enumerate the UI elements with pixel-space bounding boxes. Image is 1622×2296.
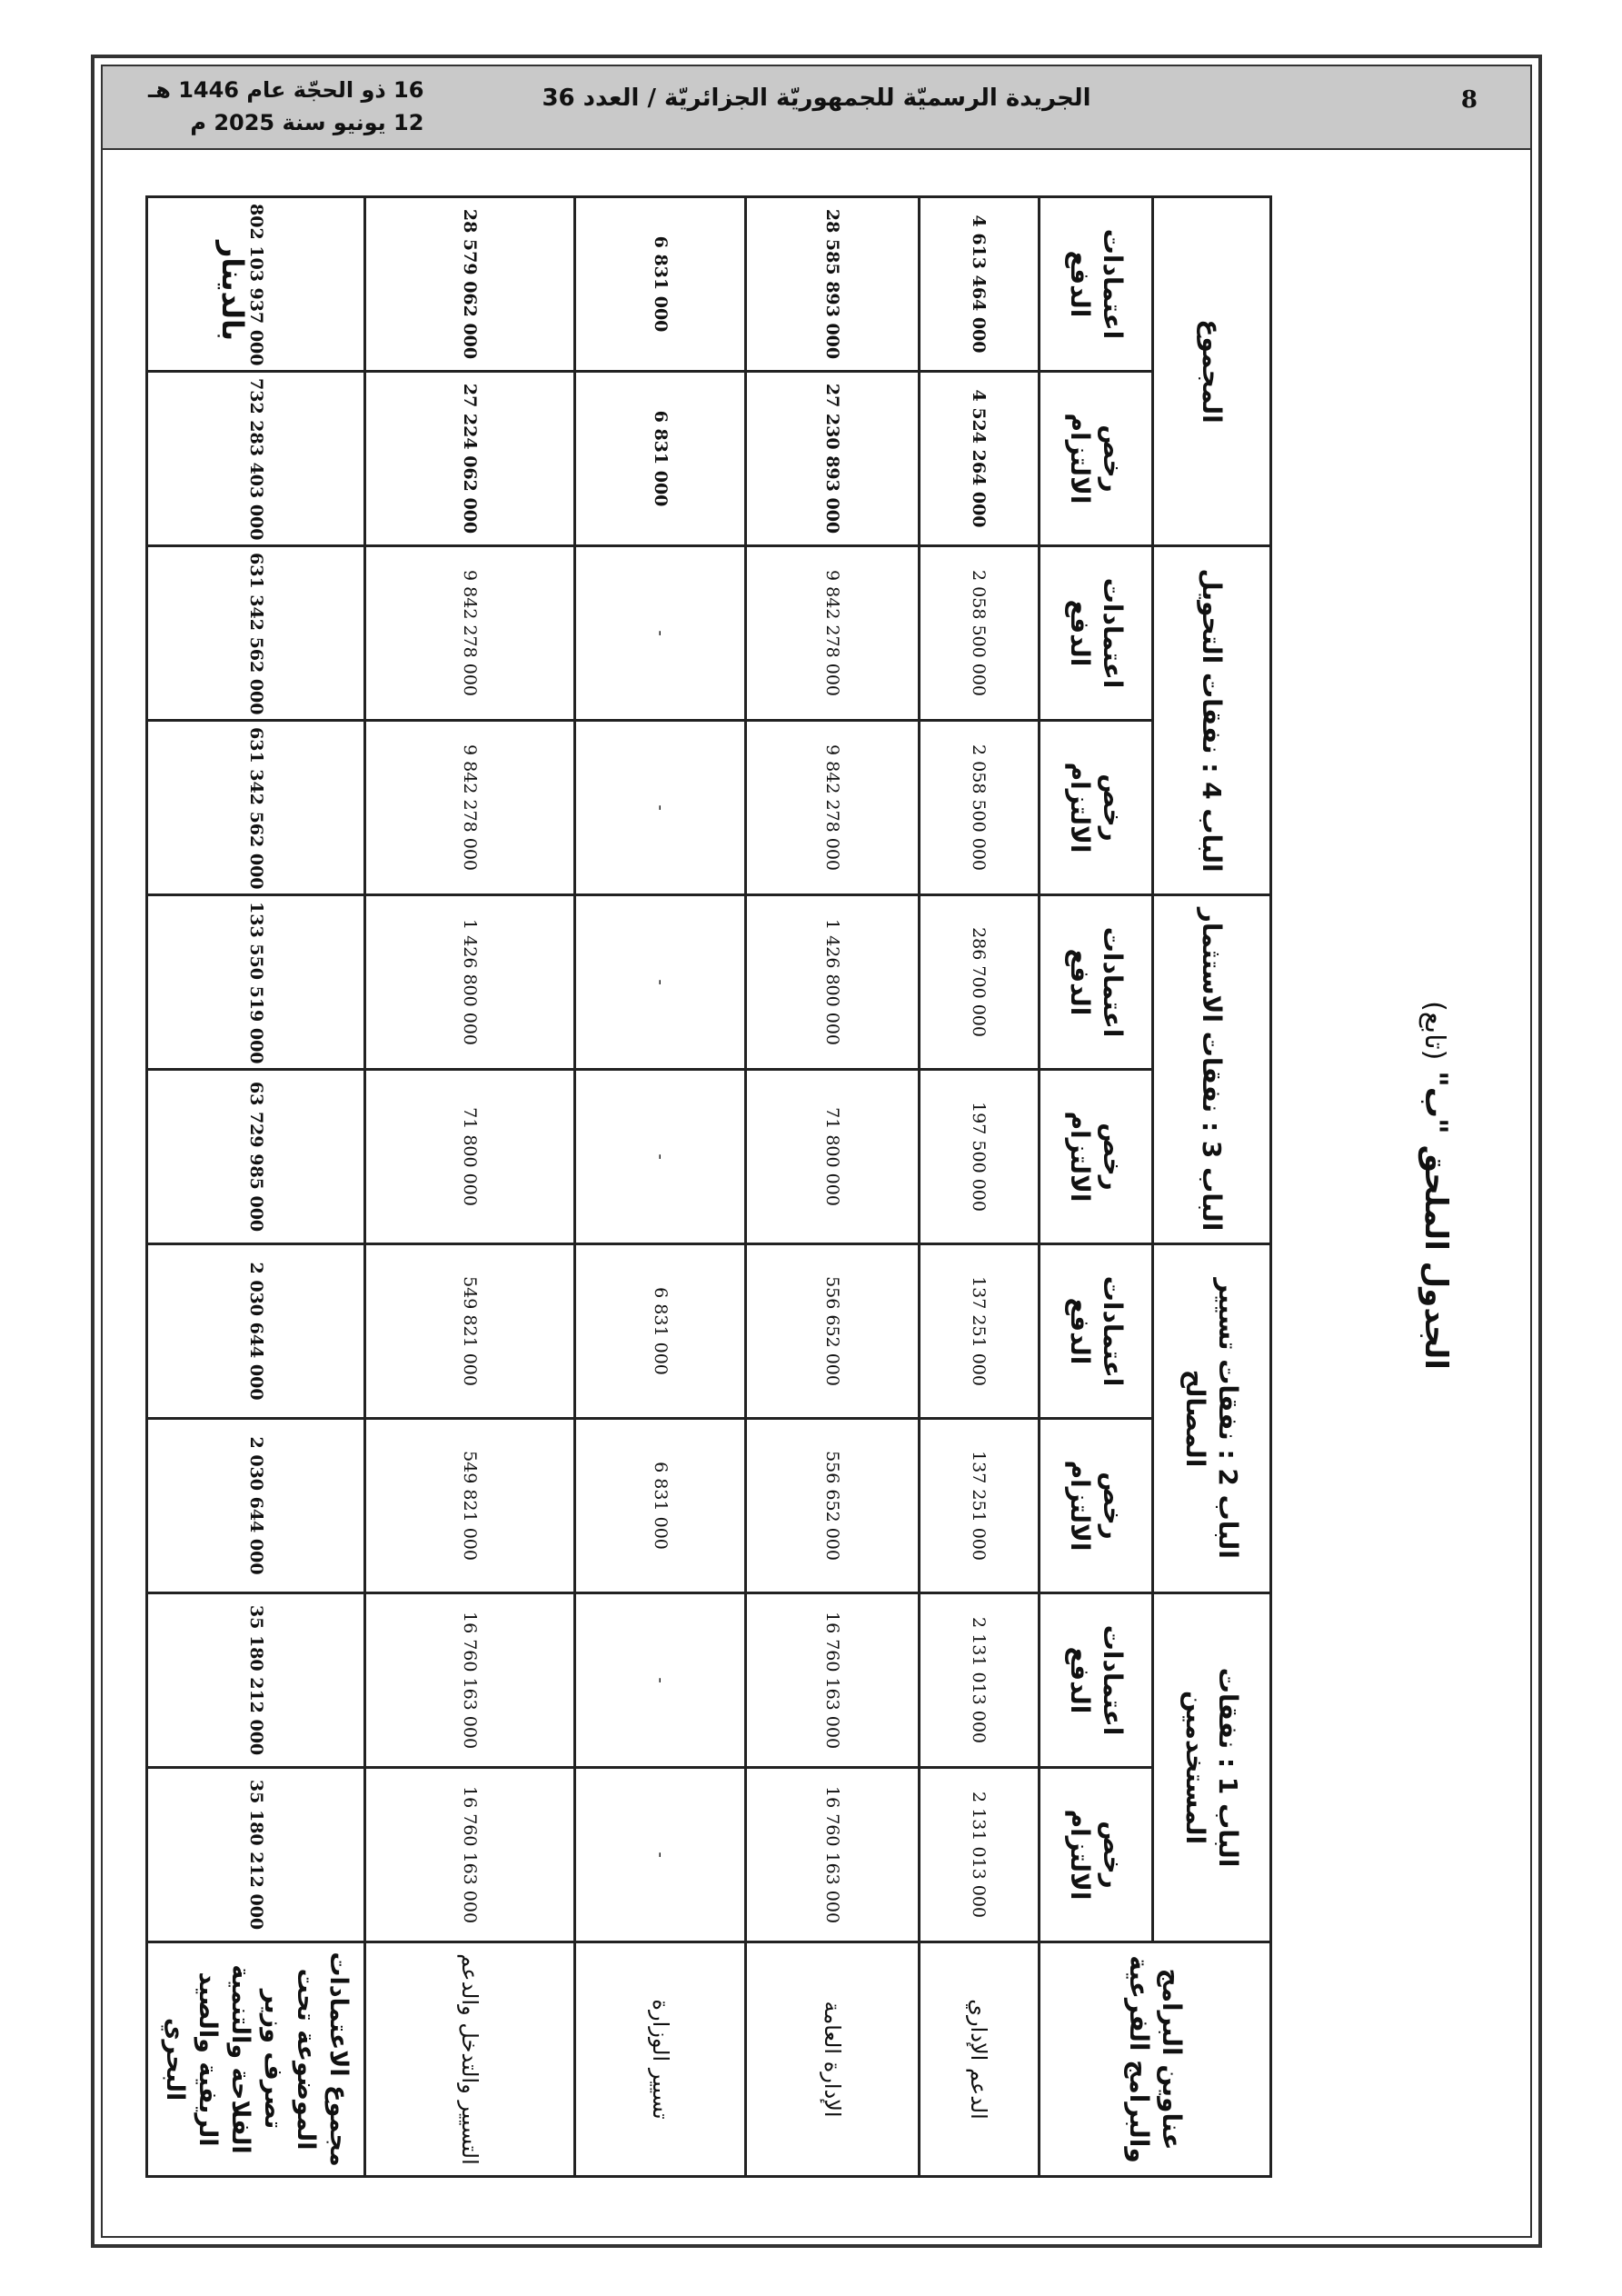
cell-value: 6 831 000 — [574, 1244, 745, 1419]
cell-value: 1 426 800 000 — [365, 895, 575, 1070]
cell-value: 16 760 163 000 — [365, 1593, 575, 1768]
header-commitment: رخص الالتزام — [1040, 1070, 1153, 1244]
header-payment: اعتمادات الدفع — [1040, 1244, 1153, 1419]
issue-date — [148, 74, 423, 139]
cell-value: - — [574, 721, 745, 895]
header-commitment: رخص الالتزام — [1040, 372, 1153, 546]
credits-table — [145, 195, 1272, 2178]
journal-title: الجريدة الرسميّة للجمهوريّة الجزائريّة / العدد 36 — [542, 85, 1091, 112]
table-row — [365, 197, 575, 2177]
rotated-annex-table-area — [127, 195, 1472, 2175]
cell-value: 197 500 000 — [919, 1070, 1039, 1244]
header-title-1: الباب 1 : نفقات المستخدمين — [1153, 1593, 1271, 1942]
total-cell-value: 2 030 644 000 — [147, 1419, 365, 1593]
cell-value: 2 058 500 000 — [919, 721, 1039, 895]
header-title-2: الباب 2 : نفقات تسيير المصالح — [1153, 1244, 1271, 1593]
total-cell-value: 35 180 212 000 — [147, 1768, 365, 1942]
cell-value: 549 821 000 — [365, 1244, 575, 1419]
program-name: الإدارة العامة — [746, 1942, 919, 2177]
total-cell-value: 35 180 212 000 — [147, 1593, 365, 1768]
table-total-row — [147, 197, 365, 2177]
total-cell-value: 631 342 562 000 — [147, 721, 365, 895]
date-gregorian: 12 يونيو سنة 2025 م — [190, 110, 424, 135]
cell-value: 549 821 000 — [365, 1419, 575, 1593]
cell-value: 9 842 278 000 — [746, 721, 919, 895]
program-name: تسيير الوزارة — [574, 1942, 745, 2177]
cell-value: 16 760 163 000 — [746, 1593, 919, 1768]
cell-value: 27 224 062 000 — [365, 372, 575, 546]
cell-value: 9 842 278 000 — [365, 721, 575, 895]
table-title — [1418, 195, 1454, 2175]
cell-value: 2 058 500 000 — [919, 546, 1039, 721]
cell-value: - — [574, 546, 745, 721]
date-hijri: 16 ذو الحجّة عام 1446 هـ — [148, 77, 424, 103]
cell-value: - — [574, 1070, 745, 1244]
program-name: التسيير والتدخل والدعم — [365, 1942, 575, 2177]
cell-value: 71 800 000 — [365, 1070, 575, 1244]
total-cell-value: 732 283 403 000 — [147, 372, 365, 546]
cell-value: 1 426 800 000 — [746, 895, 919, 1070]
cell-value: 16 760 163 000 — [746, 1768, 919, 1942]
total-cell-value: 802 103 937 000 — [147, 197, 365, 372]
cell-value: - — [574, 1593, 745, 1768]
cell-value: 6 831 000 — [574, 372, 745, 546]
cell-value: 9 842 278 000 — [365, 546, 575, 721]
header-commitment: رخص الالتزام — [1040, 721, 1153, 895]
cell-value: 27 230 893 000 — [746, 372, 919, 546]
total-row-label: مجموع الاعتمادات الموضوعة تحت تصرف وزير الفلاحة والتنمية الريفية والصيد البحري — [147, 1942, 365, 2177]
cell-value: 137 251 000 — [919, 1419, 1039, 1593]
cell-value: 556 652 000 — [746, 1419, 919, 1593]
cell-value: 9 842 278 000 — [746, 546, 919, 721]
cell-value: 28 579 062 000 — [365, 197, 575, 372]
program-name: الدعم الإداري — [919, 1942, 1039, 2177]
header-payment: اعتمادات الدفع — [1040, 895, 1153, 1070]
cell-value: - — [574, 895, 745, 1070]
cell-value: 556 652 000 — [746, 1244, 919, 1419]
cell-value: 6 831 000 — [574, 197, 745, 372]
header-commitment: رخص الالتزام — [1040, 1419, 1153, 1593]
cell-value: 71 800 000 — [746, 1070, 919, 1244]
header-payment: اعتمادات الدفع — [1040, 197, 1153, 372]
header-payment: اعتمادات الدفع — [1040, 546, 1153, 721]
cell-value: 6 831 000 — [574, 1419, 745, 1593]
currency-note: بالدينار — [215, 241, 250, 342]
total-cell-value: 63 729 985 000 — [147, 1070, 365, 1244]
page-number: 8 — [1460, 86, 1478, 114]
table-row — [746, 197, 919, 2177]
cell-value: 137 251 000 — [919, 1244, 1039, 1419]
total-cell-value: 133 550 519 000 — [147, 895, 365, 1070]
cell-value: 2 131 013 000 — [919, 1593, 1039, 1768]
header-commitment: رخص الالتزام — [1040, 1768, 1153, 1942]
cell-value: 286 700 000 — [919, 895, 1039, 1070]
table-row — [574, 197, 745, 2177]
header-title-3: الباب 3 : نفقات الاستثمار — [1153, 895, 1271, 1244]
header-programs: عناوين البرامج والبرامج الفرعية — [1040, 1942, 1271, 2177]
table-title-suffix: (تابع) — [1418, 1001, 1450, 1061]
cell-value: 28 585 893 000 — [746, 197, 919, 372]
header-title-4: الباب 4 : نفقات التحويل — [1153, 546, 1271, 895]
header-total: المجموع — [1153, 197, 1271, 546]
total-cell-value: 631 342 562 000 — [147, 546, 365, 721]
cell-value: 4 613 464 000 — [919, 197, 1039, 372]
page-header — [103, 66, 1530, 150]
header-payment: اعتمادات الدفع — [1040, 1593, 1153, 1768]
cell-value: 4 524 264 000 — [919, 372, 1039, 546]
cell-value: 2 131 013 000 — [919, 1768, 1039, 1942]
table-row — [919, 197, 1039, 2177]
table-title-text: الجدول الملحق "ب" — [1418, 1071, 1454, 1370]
cell-value: 16 760 163 000 — [365, 1768, 575, 1942]
cell-value: - — [574, 1768, 745, 1942]
total-cell-value: 2 030 644 000 — [147, 1244, 365, 1419]
